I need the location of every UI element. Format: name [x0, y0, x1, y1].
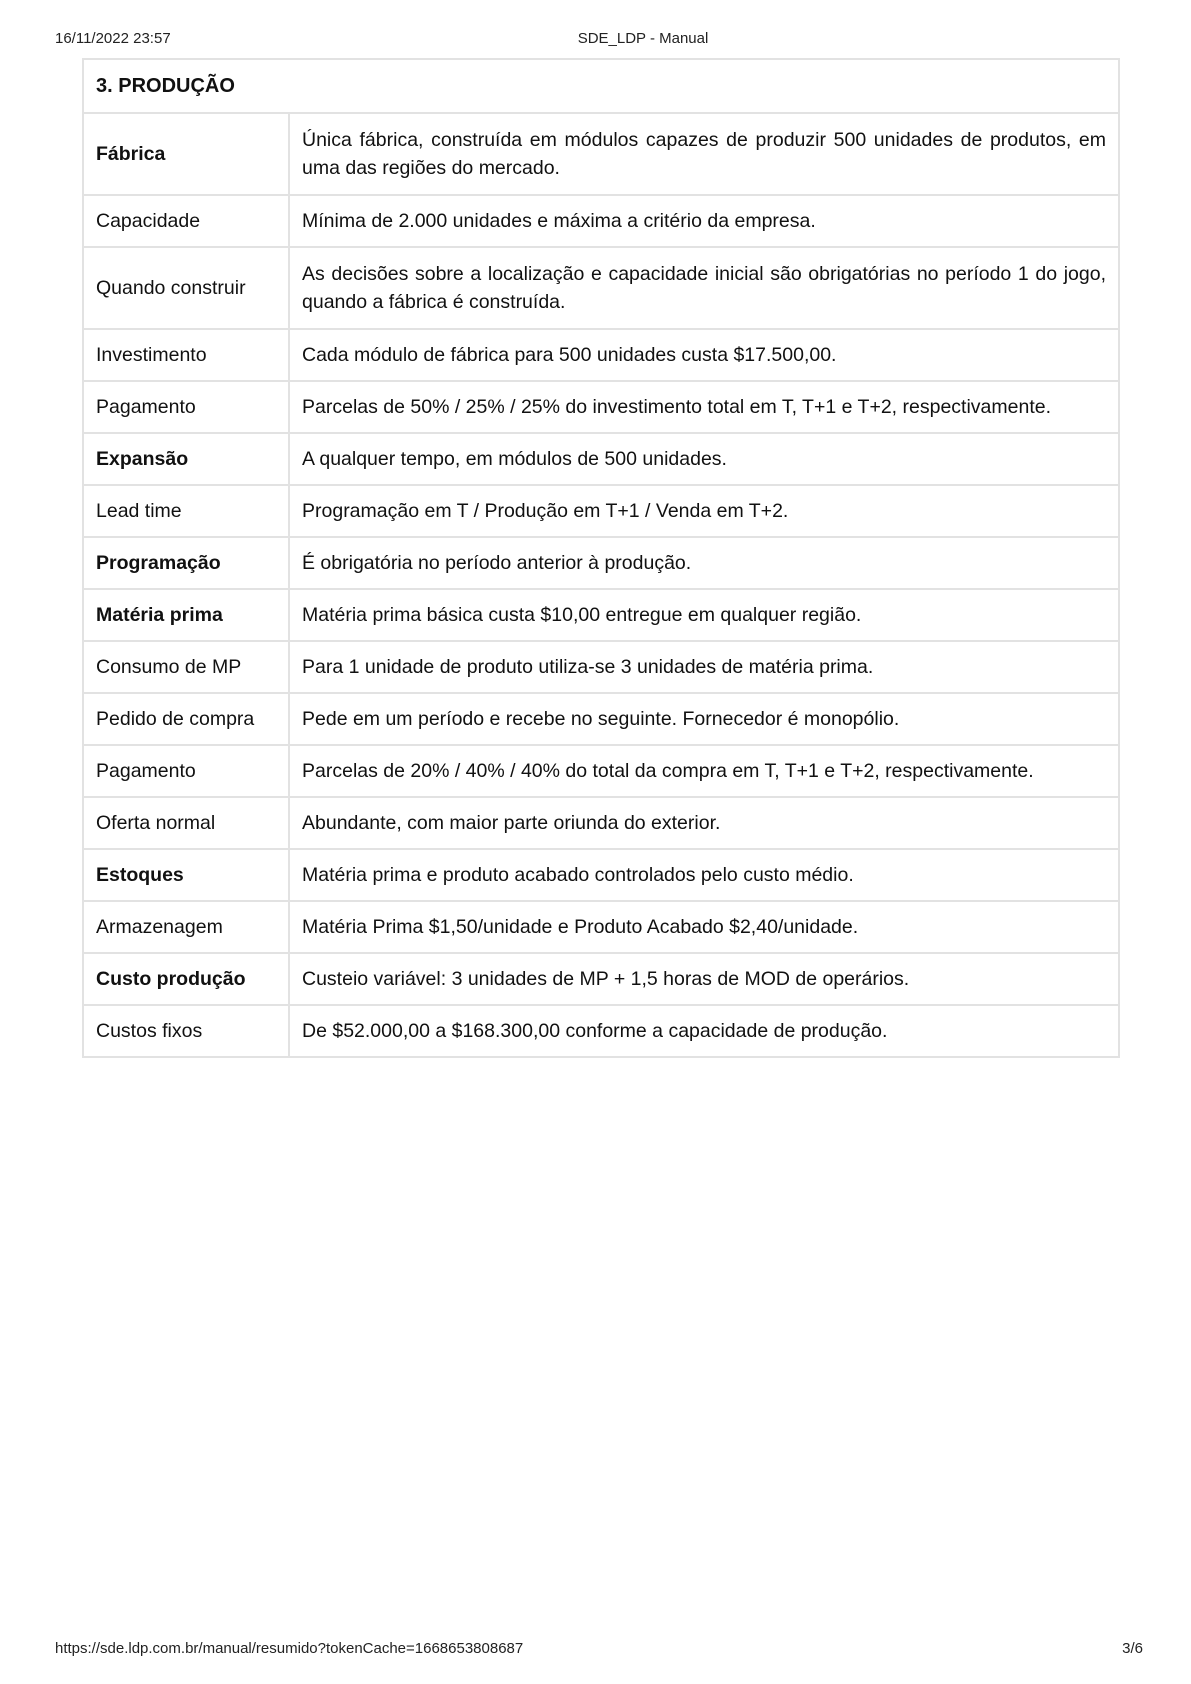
table-row	[83, 641, 1119, 693]
row-label: Fábrica	[83, 113, 289, 195]
row-value: Cada módulo de fábrica para 500 unidades custa $17.500,00.	[289, 329, 1119, 381]
production-table	[82, 58, 1120, 1058]
table-row	[83, 797, 1119, 849]
row-value: Programação em T / Produção em T+1 / Venda em T+2.	[289, 485, 1119, 537]
print-datetime: 16/11/2022 23:57	[55, 30, 171, 47]
table-row	[83, 329, 1119, 381]
row-label: Armazenagem	[83, 901, 289, 953]
row-value: Custeio variável: 3 unidades de MP + 1,5 horas de MOD de operários.	[289, 953, 1119, 1005]
table-row	[83, 381, 1119, 433]
row-label: Capacidade	[83, 195, 289, 247]
table-row	[83, 745, 1119, 797]
table-row	[83, 537, 1119, 589]
page-number: 3/6	[1122, 1640, 1143, 1657]
row-label: Pagamento	[83, 745, 289, 797]
row-label: Pedido de compra	[83, 693, 289, 745]
row-value: Para 1 unidade de produto utiliza-se 3 unidades de matéria prima.	[289, 641, 1119, 693]
row-label: Investimento	[83, 329, 289, 381]
row-value: De $52.000,00 a $168.300,00 conforme a capacidade de produção.	[289, 1005, 1119, 1057]
table-row	[83, 485, 1119, 537]
table-row	[83, 849, 1119, 901]
table-row	[83, 901, 1119, 953]
row-value: As decisões sobre a localização e capacidade inicial são obrigatórias no período 1 do jogo, quando a fábrica é construída.	[289, 247, 1119, 329]
print-page-title: SDE_LDP - Manual	[577, 30, 709, 47]
row-value: Mínima de 2.000 unidades e máxima a critério da empresa.	[289, 195, 1119, 247]
row-value: Matéria prima básica custa $10,00 entregue em qualquer região.	[289, 589, 1119, 641]
row-label: Custo produção	[83, 953, 289, 1005]
table-row	[83, 589, 1119, 641]
row-label: Pagamento	[83, 381, 289, 433]
row-label: Lead time	[83, 485, 289, 537]
row-value: Matéria prima e produto acabado controlados pelo custo médio.	[289, 849, 1119, 901]
row-label: Estoques	[83, 849, 289, 901]
print-url: https://sde.ldp.com.br/manual/resumido?tokenCache=1668653808687	[55, 1640, 524, 1657]
row-label: Programação	[83, 537, 289, 589]
row-value: Parcelas de 20% / 40% / 40% do total da compra em T, T+1 e T+2, respectivamente.	[289, 745, 1119, 797]
table-row	[83, 953, 1119, 1005]
row-value: Abundante, com maior parte oriunda do exterior.	[289, 797, 1119, 849]
table-row	[83, 693, 1119, 745]
table-row	[83, 247, 1119, 329]
table-row	[83, 195, 1119, 247]
table-row	[83, 433, 1119, 485]
row-value: Parcelas de 50% / 25% / 25% do investimento total em T, T+1 e T+2, respectivamente.	[289, 381, 1119, 433]
row-value: Pede em um período e recebe no seguinte. Fornecedor é monopólio.	[289, 693, 1119, 745]
row-value: É obrigatória no período anterior à produção.	[289, 537, 1119, 589]
row-label: Expansão	[83, 433, 289, 485]
row-label: Custos fixos	[83, 1005, 289, 1057]
row-label: Matéria prima	[83, 589, 289, 641]
row-value: Matéria Prima $1,50/unidade e Produto Acabado $2,40/unidade.	[289, 901, 1119, 953]
table-row	[83, 1005, 1119, 1057]
row-label: Oferta normal	[83, 797, 289, 849]
row-value: A qualquer tempo, em módulos de 500 unidades.	[289, 433, 1119, 485]
section-title-row	[83, 59, 1119, 113]
row-label: Consumo de MP	[83, 641, 289, 693]
section-title: 3. PRODUÇÃO	[83, 59, 1119, 113]
row-label: Quando construir	[83, 247, 289, 329]
row-value: Única fábrica, construída em módulos capazes de produzir 500 unidades de produtos, em uma das regiões do mercado.	[289, 113, 1119, 195]
table-row	[83, 113, 1119, 195]
